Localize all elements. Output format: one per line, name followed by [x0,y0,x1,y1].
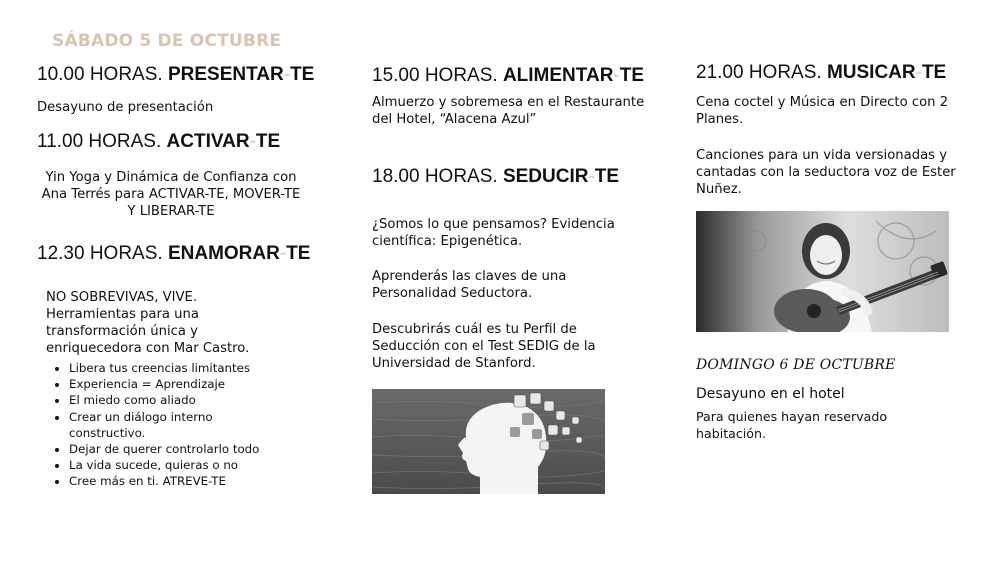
session-dash: - [279,243,287,264]
session-heading-alimentar [372,65,644,87]
session-time: 10.00 HORAS. [37,64,163,85]
session-name: ACTIVAR [166,131,250,152]
text-line: Personalidad Seductora. [372,286,533,301]
session-text-musicar-2 [696,147,956,198]
session-time: 11.00 HORAS. [37,131,162,152]
session-dash: - [588,166,595,187]
session-text-seducir-2 [372,268,566,302]
session-name: ALIMENTAR [502,65,614,86]
text-line: Herramientas para una [46,307,199,322]
text-line: Almuerzo y sobremesa en el Restaurante [372,95,645,110]
session-name: ENAMORAR [167,243,280,264]
text-line: Canciones para un vida versionadas y [696,148,948,163]
session-suffix: TE [286,243,311,264]
session-text-seducir-3 [372,321,596,372]
session-suffix: TE [290,64,315,85]
session-time: 18.00 HORAS. [372,166,498,187]
text-line: Descubrirás cuál es tu Perfil de [372,322,577,337]
session-name: PRESENTAR [167,64,284,85]
text-line: Nuñez. [696,182,742,197]
session-text-seducir-1 [372,216,615,250]
session-text-musicar-1 [696,94,948,128]
text-line: Y LIBERAR-TE [127,204,215,219]
text-line: Yin Yoga y Dinámica de Confianza con [45,170,297,185]
text-line: Universidad de Stanford. [372,356,536,371]
session-heading-enamorar [37,243,310,265]
text-line: cantadas con la seductora voz de Ester [696,165,956,180]
puzzle-head-image [372,389,605,494]
text-line: Cena coctel y Música en Directo con 2 [696,95,949,110]
text-line: ¿Somos lo que pensamos? Evidencia [372,217,615,232]
list-item: • Libera tus creencias limitantes [69,360,259,376]
singer-guitar-photo [696,211,949,332]
session-text-alimentar [372,94,644,128]
session-name: MUSICAR [826,62,916,83]
session-heading-activar [37,131,280,153]
list-item: • Experiencia = Aprendizaje [69,376,259,392]
day-title-saturday: SÁBADO 5 DE OCTUBRE [52,31,282,51]
sunday-item: Desayuno en el hotel [696,386,845,402]
text-line: Planes. [696,112,744,127]
day-title-sunday: DOMINGO 6 DE OCTUBRE [696,357,896,373]
session-time: 15.00 HORAS. [372,65,498,86]
text-line: científica: Epigenética. [372,234,523,249]
session-text-enamorar [46,289,249,357]
session-heading-musicar [696,62,946,84]
session-suffix: TE [619,65,645,86]
session-dash: - [613,65,620,86]
text-line: enriquecedora con Mar Castro. [46,341,250,356]
session-time: 12.30 HORAS. [37,243,163,264]
session-heading-seducir [372,166,619,188]
session-name: SEDUCIR [502,166,589,187]
session-text-activar [37,169,305,220]
text-line: NO SOBREVIVAS, VIVE. [46,290,198,305]
session-dash: - [249,131,256,152]
text-line: Aprenderás las claves de una [372,269,567,284]
list-item: • Cree más en ti. ATREVE-TE [69,473,259,489]
text-line: Ana Terrés para ACTIVAR-TE, MOVER-TE [41,187,301,202]
sunday-note [696,409,887,442]
session-suffix: TE [921,62,947,83]
text-line: habitación. [696,425,766,441]
list-item-line: constructivo. [69,425,146,440]
bullet-list-enamorar [37,360,259,490]
session-heading-presentar [37,64,314,86]
list-item: • Dejar de querer controlarlo todo [69,441,259,457]
text-line: Seducción con el Test SEDIG de la [372,339,596,354]
session-text-presentar: Desayuno de presentación [37,100,214,115]
session-suffix: TE [255,131,281,152]
list-item: • El miedo como aliado [69,392,259,408]
list-item-line: Crear un diálogo interno [69,409,213,424]
session-dash: - [283,64,291,85]
session-dash: - [915,62,922,83]
session-suffix: TE [594,166,620,187]
text-line: transformación única y [46,324,198,339]
list-item: • La vida sucede, quieras o no [69,457,259,473]
text-line: del Hotel, “Alacena Azul” [372,112,537,127]
session-time: 21.00 HORAS. [696,62,822,83]
list-item [69,409,259,441]
text-line: Para quienes hayan reservado [696,409,888,424]
